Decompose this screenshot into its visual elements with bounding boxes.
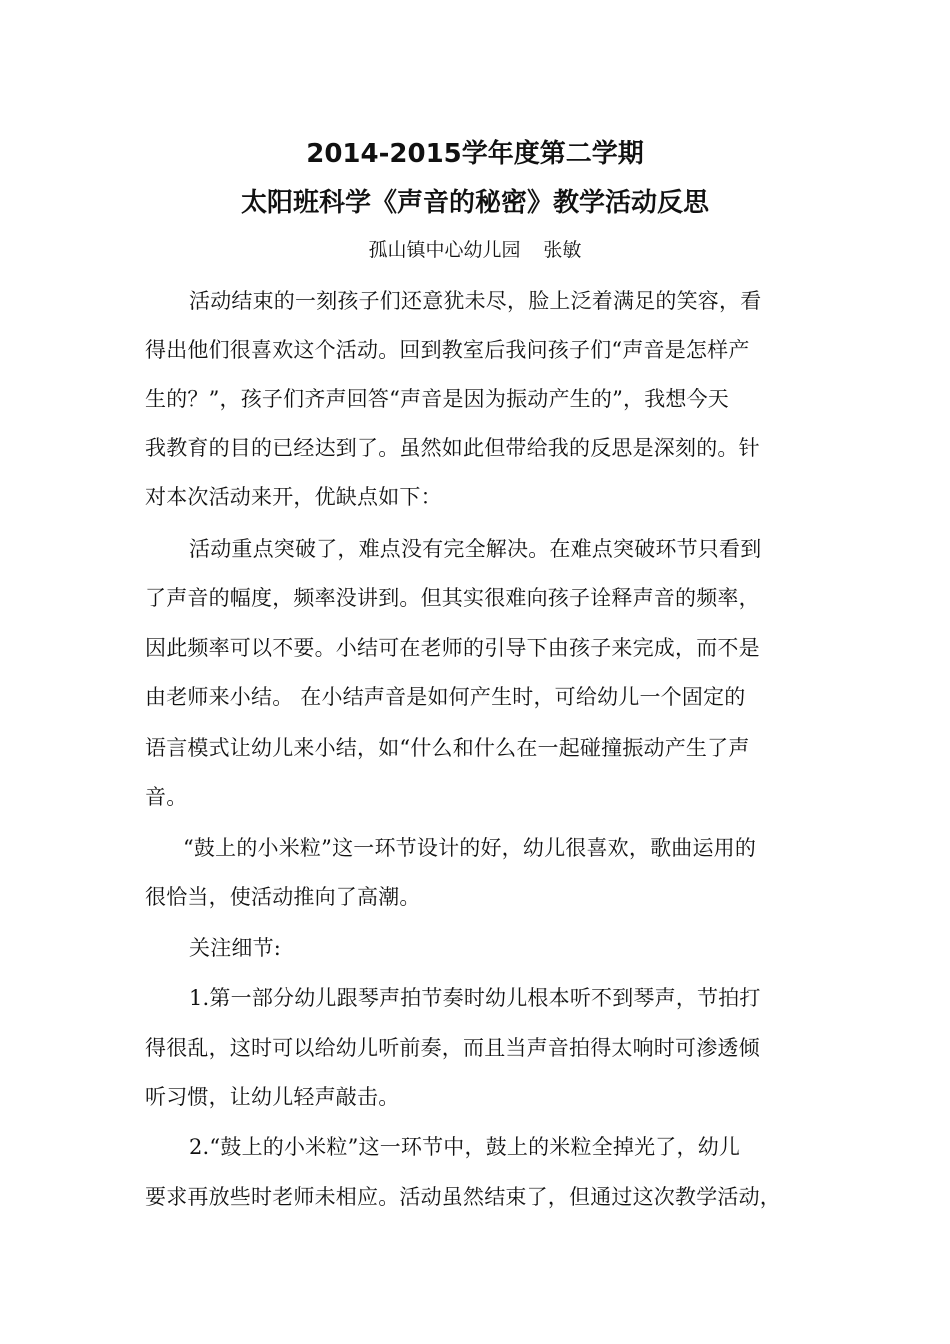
title-year-term: 2014-2015学年度第二学期 xyxy=(306,139,644,169)
paragraph-line: 2.“鼓上的小米粒”这一环节中，鼓上的米粒全掉光了，幼儿 xyxy=(189,1135,741,1159)
paragraph-line: 得很乱，这时可以给幼儿听前奏，而且当声音拍得太响时可渗透倾 xyxy=(145,1036,760,1060)
paragraph-line: 生的？”，孩子们齐声回答“声音是因为振动产生的”，我想今天 xyxy=(145,387,730,411)
title-activity-reflection: 太阳班科学《声音的秘密》教学活动反思 xyxy=(240,188,709,218)
paragraph-line: 由老师来小结。 在小结声音是如何产生时，可给幼儿一个固定的 xyxy=(145,685,746,709)
section-heading: 关注细节: xyxy=(189,936,282,960)
author-line: 孤山镇中心幼儿园 张敏 xyxy=(368,239,582,261)
paragraph-line: 对本次活动来开，优缺点如下： xyxy=(145,485,442,509)
paragraph-line: 要求再放些时老师未相应。活动虽然结束了，但通过这次教学活动， xyxy=(145,1185,781,1209)
paragraph-line: 1.第一部分幼儿跟琴声拍节奏时幼儿根本听不到琴声，节拍打 xyxy=(189,986,761,1010)
paragraph-line: 语言模式让幼儿来小结，如“什么和什么在一起碰撞振动产生了声 xyxy=(145,736,750,760)
paragraph-line: “鼓上的小米粒”这一环节设计的好，幼儿很喜欢，歌曲运用的 xyxy=(183,836,757,860)
paragraph-line: 音。 xyxy=(145,785,188,809)
paragraph-line: 得出他们很喜欢这个活动。回到教室后我问孩子们“声音是怎样产 xyxy=(145,338,750,362)
paragraph-line: 很恰当，使活动推向了高潮。 xyxy=(145,885,421,909)
paragraph-line: 听习惯，让幼儿轻声敲击。 xyxy=(145,1085,400,1109)
paragraph-line: 活动结束的一刻孩子们还意犹未尽，脸上泛着满足的笑容，看 xyxy=(189,289,762,313)
paragraph-line: 了声音的幅度，频率没讲到。但其实很难向孩子诠释声音的频率， xyxy=(145,586,760,610)
paragraph-line: 活动重点突破了，难点没有完全解决。在难点突破环节只看到 xyxy=(189,537,762,561)
paragraph-line: 我教育的目的已经达到了。虽然如此但带给我的反思是深刻的。针 xyxy=(145,436,760,460)
paragraph-line: 因此频率可以不要。小结可在老师的引导下由孩子来完成，而不是 xyxy=(145,636,760,660)
